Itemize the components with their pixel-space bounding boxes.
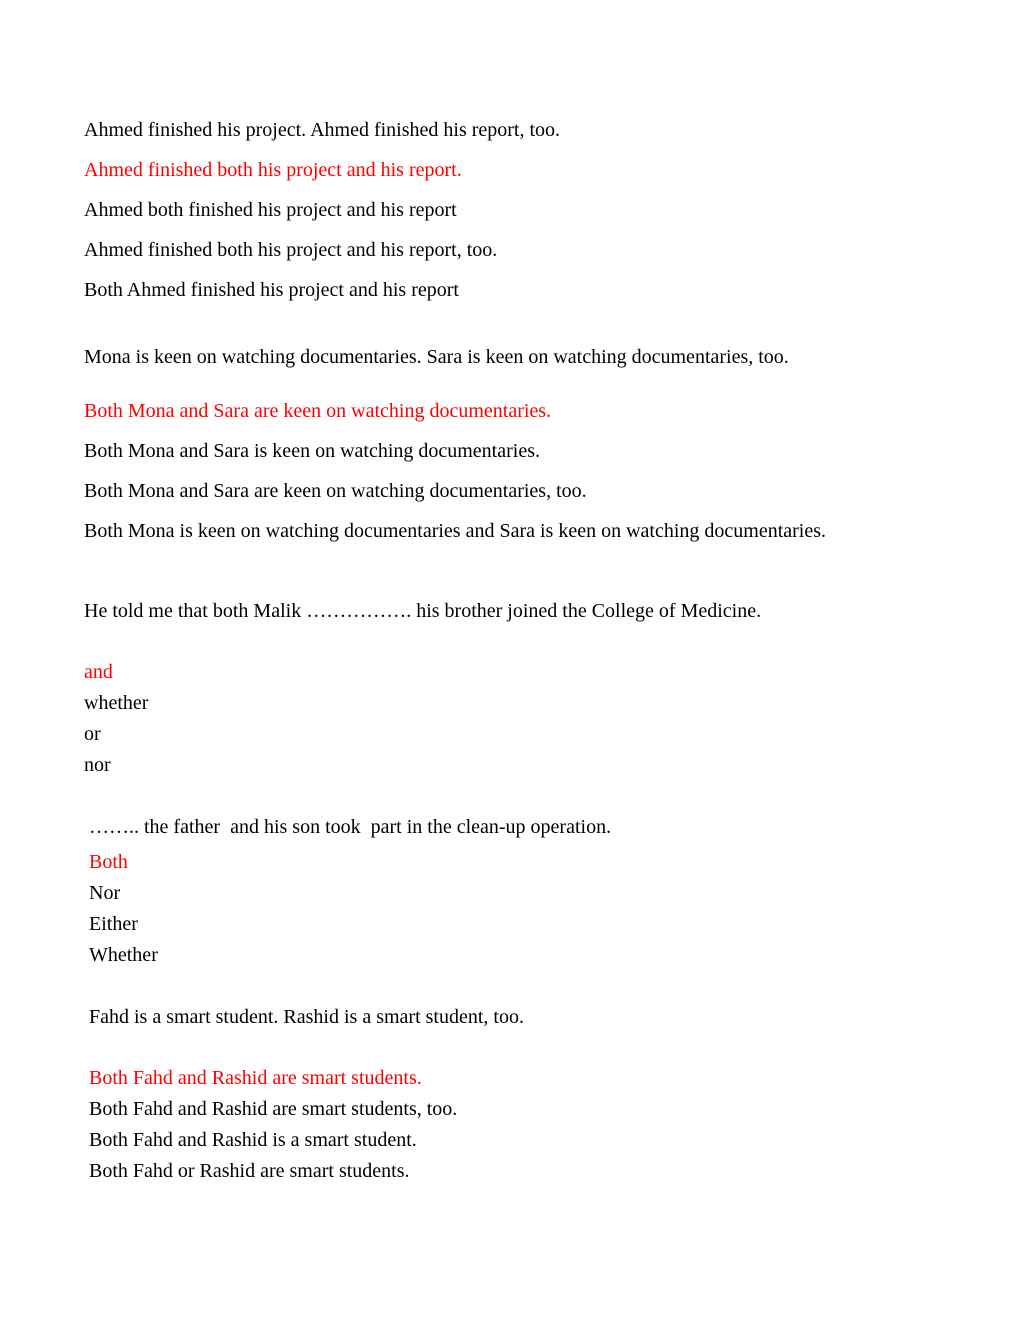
answer-option: Ahmed both finished his project and his report: [84, 199, 457, 221]
correct-answer: Both: [89, 851, 128, 873]
answer-option: whether: [84, 692, 149, 714]
answer-option: Nor: [89, 882, 121, 904]
answer-option: Both Fahd and Rashid are smart students, too.: [89, 1098, 458, 1120]
answer-option: Both Fahd or Rashid are smart students.: [89, 1160, 410, 1182]
answer-option: or: [84, 723, 101, 745]
correct-answer: Ahmed finished both his project and his report.: [84, 159, 462, 181]
answer-option: Both Mona is keen on watching documentaries and Sara is keen on watching documentaries.: [84, 520, 827, 542]
correct-answer: Both Mona and Sara are keen on watching documentaries.: [84, 400, 552, 422]
question-text: Mona is keen on watching documentaries. Sara is keen on watching documentaries, too.: [84, 346, 789, 368]
answer-option: nor: [84, 754, 111, 776]
answer-option: Either: [89, 913, 138, 935]
exercise-block-4: [84, 807, 960, 971]
correct-answer: Both Fahd and Rashid are smart students.: [89, 1067, 422, 1089]
answer-option: Both Fahd and Rashid is a smart student.: [89, 1129, 417, 1151]
question-text: Fahd is a smart student. Rashid is a smart student, too.: [89, 1006, 524, 1028]
exercise-block-2: [84, 337, 960, 551]
exercise-block-3: [84, 591, 960, 781]
answer-option: Both Mona and Sara are keen on watching documentaries, too.: [84, 480, 587, 502]
question-text: …….. the father and his son took part in the clean-up operation.: [89, 816, 612, 838]
answer-option: Whether: [89, 944, 158, 966]
correct-answer: and: [84, 661, 113, 683]
worksheet-document: [84, 110, 960, 1187]
answer-option: Ahmed finished both his project and his report, too.: [84, 239, 498, 261]
answer-option: Both Ahmed finished his project and his report: [84, 279, 459, 301]
question-text: Ahmed finished his project. Ahmed finished his report, too.: [84, 119, 561, 141]
exercise-block-1: [84, 110, 960, 310]
question-text: He told me that both Malik ……………. his brother joined the College of Medicine.: [84, 600, 762, 622]
answer-option: Both Mona and Sara is keen on watching documentaries.: [84, 440, 540, 462]
exercise-block-5: [84, 997, 960, 1187]
